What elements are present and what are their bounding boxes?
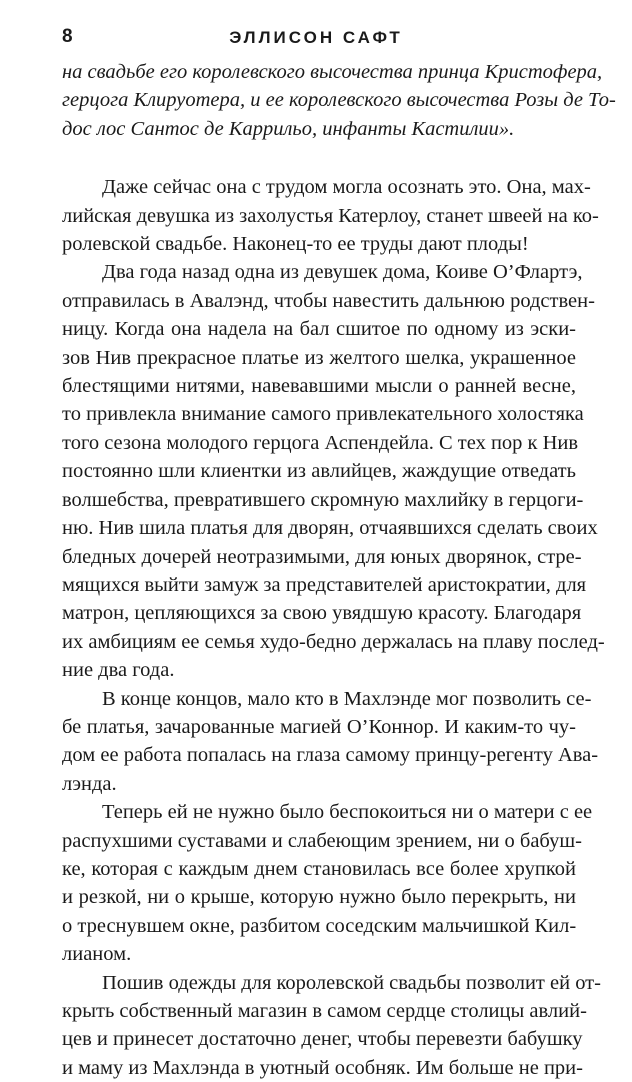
text-line: зов Нив прекрасное платье из желтого шелка, украшенное bbox=[62, 346, 576, 369]
text-line: В конце концов, мало кто в Махлэнде мог позволить се- bbox=[102, 687, 592, 710]
quote-block bbox=[62, 58, 616, 143]
text-line: бе платья, зачарованные магией О’Коннор. И каким-то чу- bbox=[62, 715, 576, 738]
text-line: Два года назад одна из девушек дома, Коиве О’Флартэ, bbox=[102, 261, 583, 284]
text-line: ние два года. bbox=[62, 659, 175, 682]
text-line: матрон, цепляющихся за свою увядшую красоту. Благодаря bbox=[62, 602, 582, 625]
text-line: лэнда. bbox=[62, 772, 117, 795]
text-line: блестящими нитями, навевавшими мысли о ранней весне, bbox=[62, 375, 576, 398]
text-line: дос лос Сантос де Каррильо, инфанты Кастилии». bbox=[62, 117, 515, 140]
text-line: цев и принесет достаточно денег, чтобы перевезти бабушку bbox=[62, 1028, 583, 1051]
text-line: ню. Нив шила платья для дворян, отчаявшихся сделать своих bbox=[62, 517, 598, 540]
text-line: распухшими суставами и слабеющим зрением, ни о бабуш- bbox=[62, 829, 582, 852]
text-line: лийская девушка из захолустья Катерлоу, станет швеей на ко- bbox=[62, 204, 599, 227]
text-line: Даже сейчас она с трудом могла осознать это. Она, мах- bbox=[102, 176, 591, 199]
text-line: их амбициям ее семья худо-бедно держалась на плаву послед- bbox=[62, 630, 605, 653]
text-line: отправилась в Авалэнд, чтобы навестить дальнюю родствен- bbox=[62, 289, 595, 312]
paragraph bbox=[62, 685, 599, 799]
text-line: ролевской свадьбе. Наконец-то ее труды дают плоды! bbox=[62, 233, 529, 256]
text-line: крыть собственный магазин в самом сердце столицы авлий- bbox=[62, 1000, 587, 1022]
text-line: того сезона молодого герцога Аспендейла. С тех пор к Нив bbox=[62, 431, 579, 454]
paragraph bbox=[62, 969, 601, 1082]
text-line: волшебства, превратившего скромную махлийку в герцоги- bbox=[62, 488, 584, 511]
running-head: ЭЛЛИСОН САФТ bbox=[229, 28, 403, 47]
text-block bbox=[62, 58, 616, 1082]
text-line: о треснувшем окне, разбитом соседским мальчишкой Кил- bbox=[62, 914, 577, 937]
text-line: и маму из Махлэнда в уютный особняк. Им больше не при- bbox=[62, 1056, 583, 1079]
text-line: Теперь ей не нужно было беспокоиться ни о матери с ее bbox=[102, 801, 593, 824]
paragraph bbox=[62, 258, 605, 684]
text-line: лианом. bbox=[62, 943, 132, 966]
text-line: то привлекла внимание самого привлекательного холостяка bbox=[62, 403, 584, 426]
text-line: герцога Клируотера, и ее королевского высочества Розы де То- bbox=[62, 89, 616, 112]
page-number: 8 bbox=[62, 26, 74, 47]
text-line: бледных дочерей неотразимыми, для юных дворянок, стре- bbox=[62, 545, 582, 568]
paragraph bbox=[62, 798, 593, 968]
text-line: и резкой, ни о крыше, которую нужно было перекрыть, ни bbox=[62, 886, 576, 909]
section-gap bbox=[62, 143, 576, 173]
text-line: ницу. Когда она надела на бал сшитое по одному из эски- bbox=[62, 318, 576, 341]
text-line: дом ее работа попалась на глаза самому принцу-регенту Ава- bbox=[62, 744, 599, 767]
text-line: на свадьбе его королевского высочества принца Кристофера, bbox=[62, 61, 603, 83]
text-line: мящихся выйти замуж за представителей аристократии, для bbox=[62, 573, 587, 596]
text-line: Пошив одежды для королевской свадьбы позволит ей от- bbox=[102, 971, 601, 994]
text-line: ке, которая с каждым днем становилась все более хрупкой bbox=[62, 857, 576, 880]
text-line: постоянно шли клиентки из авлийцев, жаждущие отведать bbox=[62, 460, 576, 483]
paragraph bbox=[62, 173, 599, 258]
